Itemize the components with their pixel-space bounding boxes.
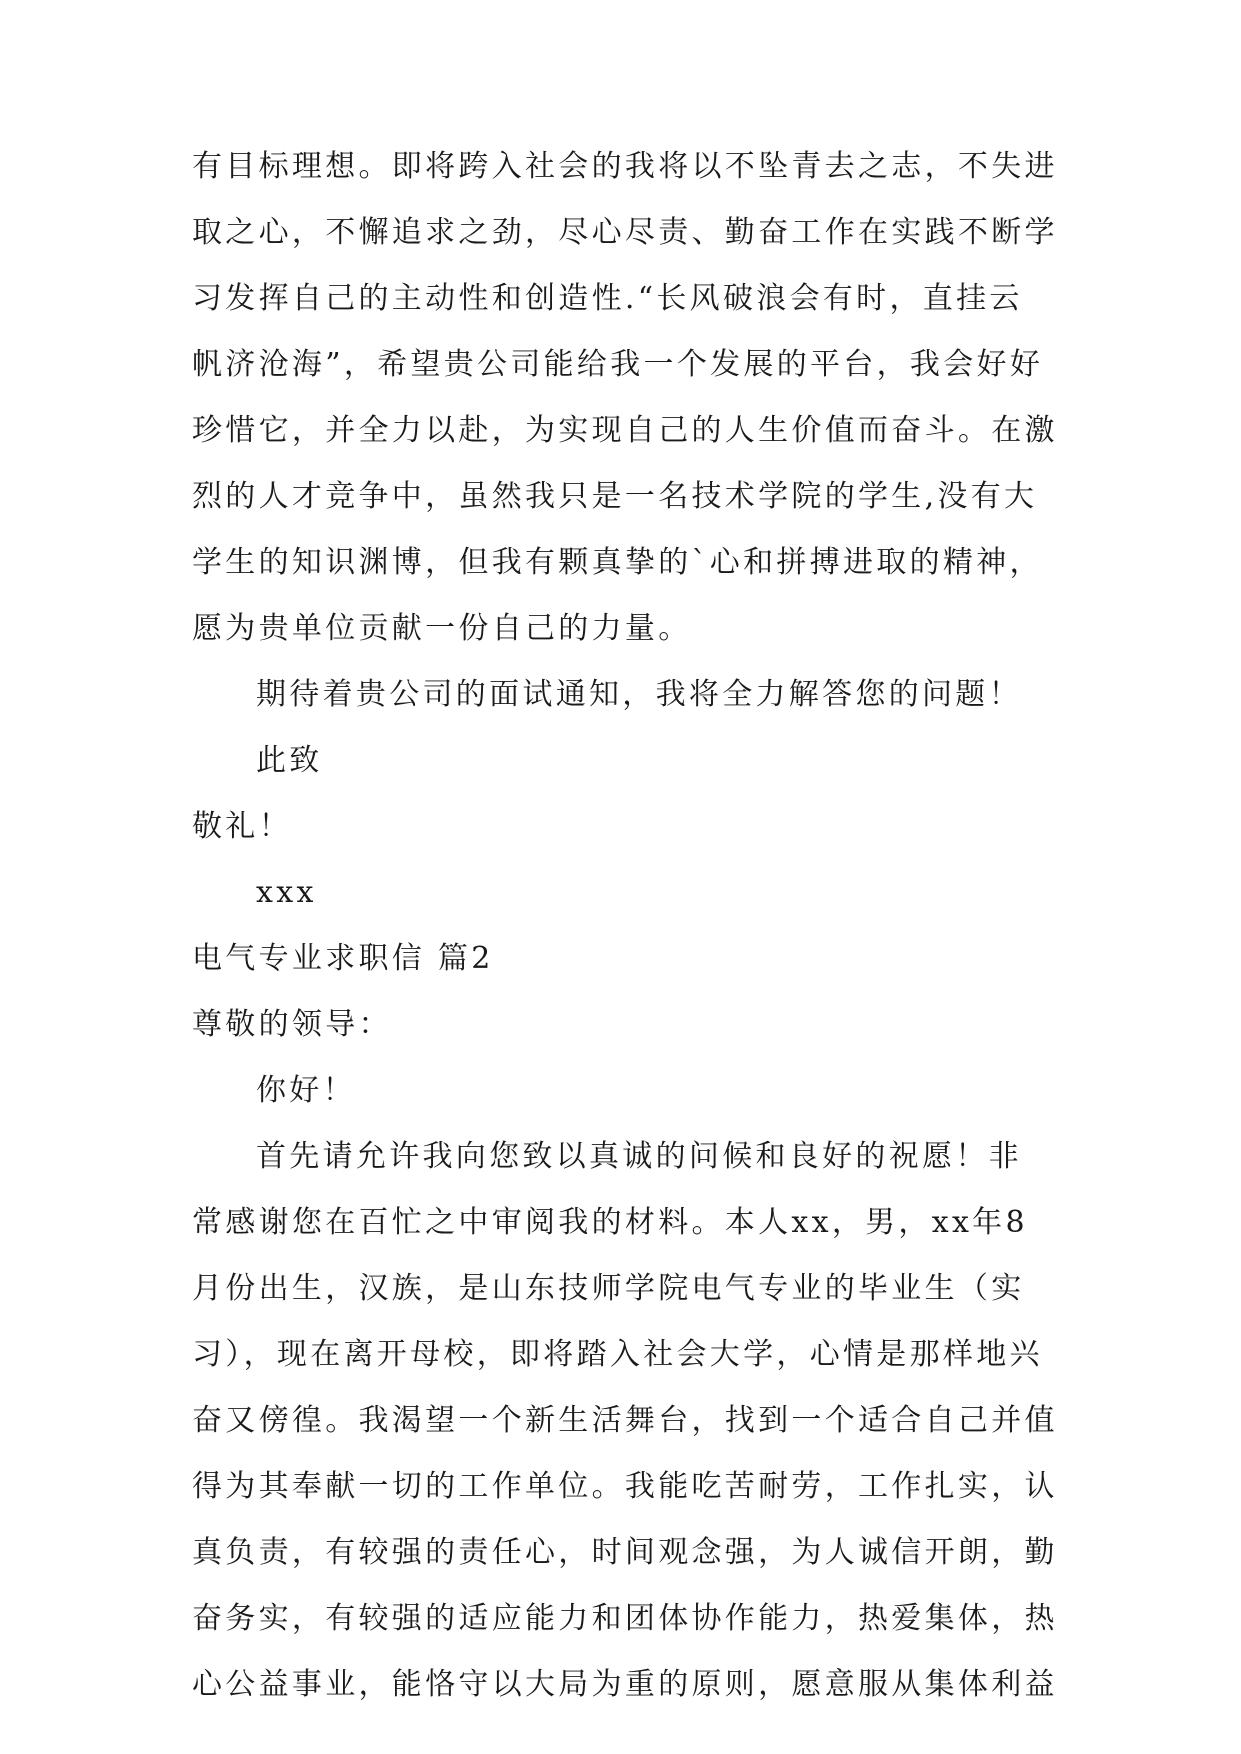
paragraph-line: 学生的知识渊博，但我有颗真挚的`心和拼搏进取的精神， <box>192 545 1043 580</box>
paragraph-line: 取之心，不懈追求之劲，尽心尽责、勤奋工作在实践不断学 <box>192 215 1058 250</box>
paragraph-line: 愿为贵单位贡献一份自己的力量。 <box>192 611 692 646</box>
salutation-regards: 敬礼！ <box>192 809 292 844</box>
paragraph-line: 帆济沧海”，希望贵公司能给我一个发展的平台，我会好好 <box>192 347 1044 382</box>
closing-line: 期待着贵公司的面试通知，我将全力解答您的问题！ <box>256 677 1022 712</box>
hello: 你好！ <box>256 1073 356 1108</box>
salutation-to: 此致 <box>256 743 323 778</box>
paragraph-line: 得为其奉献一切的工作单位。我能吃苦耐劳，工作扎实，认 <box>192 1469 1058 1504</box>
paragraph-line: 常感谢您在百忙之中审阅我的材料。本人xx，男，xx年8 <box>192 1205 1028 1240</box>
paragraph-line: 习发挥自己的主动性和创造性.“长风破浪会有时，直挂云 <box>192 281 1023 316</box>
paragraph-line: 习），现在离开母校，即将踏入社会大学，心情是那样地兴 <box>192 1337 1043 1372</box>
paragraph-line: 真负责，有较强的责任心，时间观念强，为人诚信开朗，勤 <box>192 1535 1058 1570</box>
section-title: 电气专业求职信 篇2 <box>192 941 494 976</box>
paragraph-line: 有目标理想。即将跨入社会的我将以不坠青去之志，不失进 <box>192 149 1058 184</box>
greeting: 尊敬的领导： <box>192 1007 392 1042</box>
paragraph-line: 烈的人才竞争中，虽然我只是一名技术学院的学生,没有大 <box>192 479 1038 514</box>
paragraph-line: 心公益事业，能恪守以大局为重的原则，愿意服从集体利益 <box>192 1667 1058 1702</box>
paragraph-line: 首先请允许我向您致以真诚的问候和良好的祝愿！非 <box>256 1139 1022 1174</box>
paragraph-line: 月份出生，汉族，是山东技师学院电气专业的毕业生（实 <box>192 1271 1025 1306</box>
signature: xxx <box>256 875 317 910</box>
paragraph-line: 奋又傍徨。我渴望一个新生活舞台，找到一个适合自己并值 <box>192 1403 1058 1438</box>
paragraph-line: 珍惜它，并全力以赴，为实现自己的人生价值而奋斗。在激 <box>192 413 1058 448</box>
paragraph-line: 奋务实，有较强的适应能力和团体协作能力，热爱集体，热 <box>192 1601 1058 1636</box>
